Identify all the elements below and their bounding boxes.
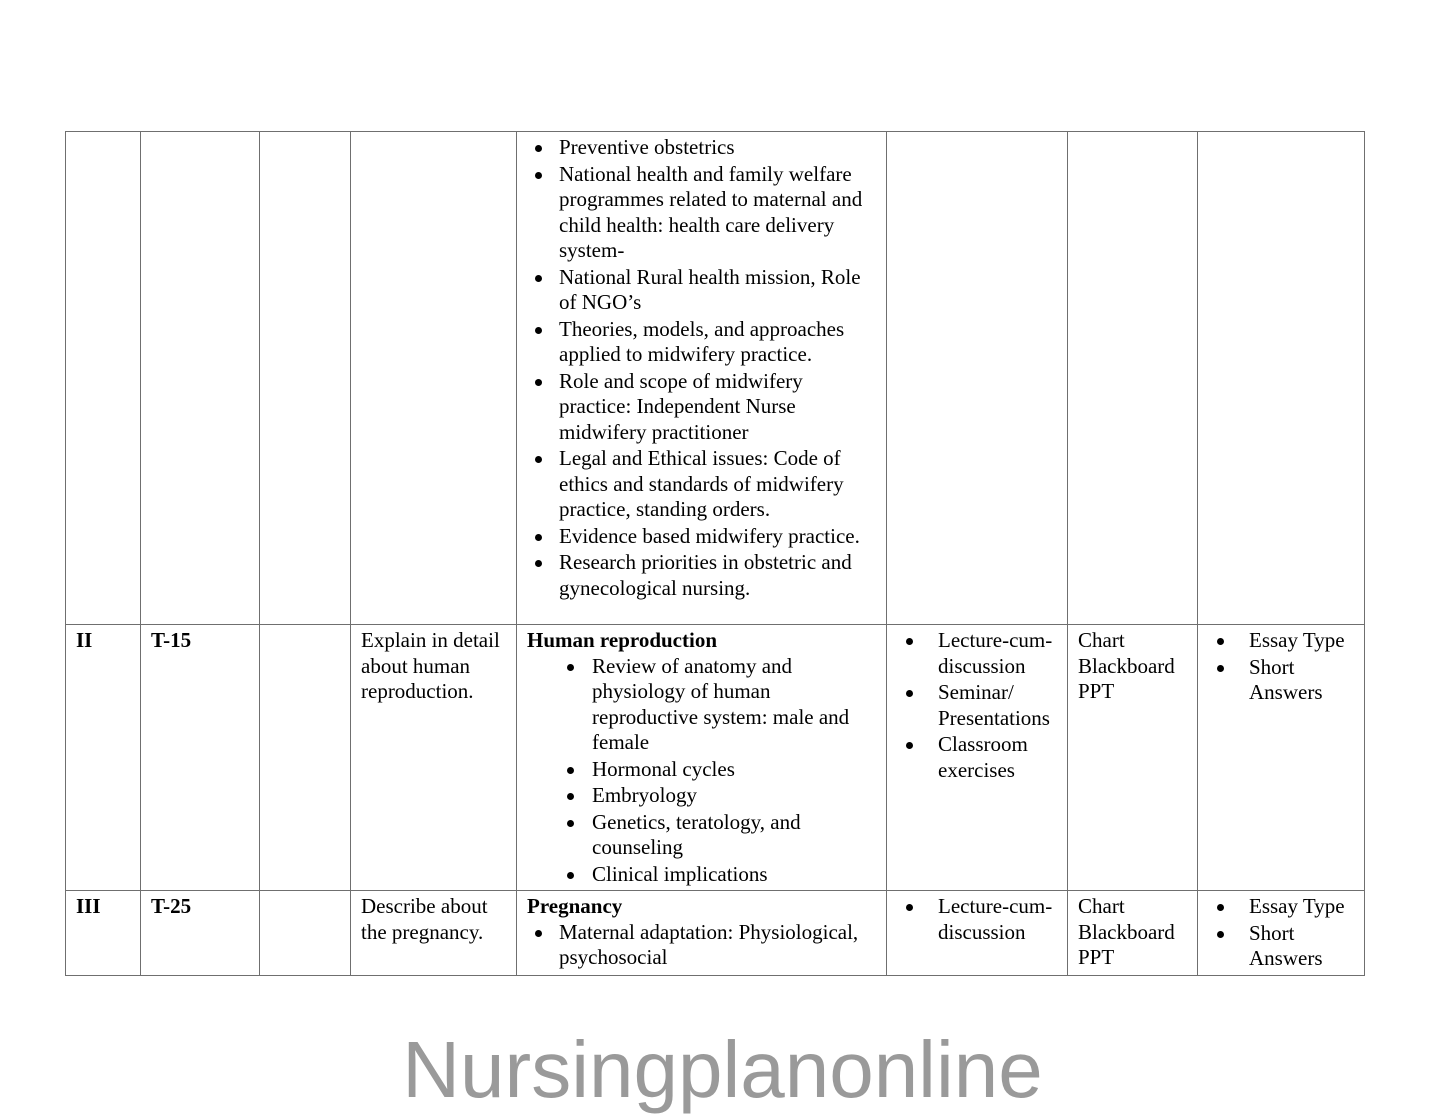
unit-cell: III (66, 891, 141, 976)
list-item: Theories, models, and approaches applied to midwifery practice. (527, 317, 878, 368)
evaluation-cell (1198, 625, 1365, 891)
list-item: Legal and Ethical issues: Code of ethics and standards of midwifery practice, standing orders. (527, 446, 878, 523)
list-item: Clinical implications (527, 862, 878, 888)
list-item: Hormonal cycles (527, 757, 878, 783)
list-item: Classroom exercises (897, 732, 1059, 783)
list-item: Maternal adaptation: Physiological, psychosocial (527, 920, 878, 971)
content-list (527, 920, 878, 971)
hours-cell (260, 625, 351, 891)
aid-item: Blackboard (1078, 653, 1175, 678)
list-item: Short Answers (1208, 655, 1356, 706)
content-list (527, 654, 878, 888)
content-cell (517, 625, 887, 891)
list-item: Review of anatomy and physiology of human reproductive system: male and female (527, 654, 878, 756)
list-item: National Rural health mission, Role of NGO’s (527, 265, 878, 316)
aid-item: PPT (1078, 945, 1115, 969)
syllabus-table (65, 131, 1365, 976)
objective-cell: Describe about the pregnancy. (351, 891, 517, 976)
time-cell (141, 132, 260, 625)
list-item: National health and family welfare programmes related to maternal and child health: health care delivery system- (527, 162, 878, 264)
hours-cell (260, 132, 351, 625)
list-item: Lecture-cum-discussion (897, 628, 1059, 679)
objective-cell (351, 132, 517, 625)
time-cell: T-15 (141, 625, 260, 891)
methods-cell (887, 625, 1068, 891)
aids-cell (1068, 891, 1198, 976)
list-item: Role and scope of midwifery practice: Independent Nurse midwifery practitioner (527, 369, 878, 446)
list-item: Short Answers (1208, 921, 1356, 972)
evaluation-list (1208, 628, 1356, 706)
aid-item: PPT (1078, 679, 1115, 703)
hours-cell (260, 891, 351, 976)
content-heading: Pregnancy (527, 894, 623, 918)
list-item: Genetics, teratology, and counseling (527, 810, 878, 861)
unit-cell: II (66, 625, 141, 891)
content-cell (517, 891, 887, 976)
evaluation-cell (1198, 891, 1365, 976)
objective-cell: Explain in detail about human reproduction. (351, 625, 517, 891)
time-cell: T-25 (141, 891, 260, 976)
list-item: Evidence based midwifery practice. (527, 524, 878, 550)
methods-cell (887, 891, 1068, 976)
evaluation-list (1208, 894, 1356, 972)
methods-list (897, 628, 1059, 783)
list-item: Embryology (527, 783, 878, 809)
evaluation-cell (1198, 132, 1365, 625)
aid-item: Chart (1078, 894, 1125, 918)
content-list (527, 135, 878, 601)
list-item: Preventive obstetrics (527, 135, 878, 161)
unit-cell (66, 132, 141, 625)
aids-cell (1068, 625, 1198, 891)
list-item: Research priorities in obstetric and gynecological nursing. (527, 550, 878, 601)
watermark: Nursingplanonline (402, 1025, 1043, 1114)
content-heading: Human reproduction (527, 628, 718, 652)
methods-cell (887, 132, 1068, 625)
aids-cell (1068, 132, 1198, 625)
list-item: Essay Type (1208, 894, 1356, 920)
content-cell (517, 132, 887, 625)
methods-list (897, 894, 1059, 945)
aid-item: Blackboard (1078, 919, 1175, 944)
table-row (66, 625, 1365, 891)
table-row (66, 132, 1365, 625)
list-item: Lecture-cum-discussion (897, 894, 1059, 945)
table-row (66, 891, 1365, 976)
aid-item: Chart (1078, 628, 1125, 652)
list-item: Essay Type (1208, 628, 1356, 654)
list-item: Seminar/ Presentations (897, 680, 1059, 731)
